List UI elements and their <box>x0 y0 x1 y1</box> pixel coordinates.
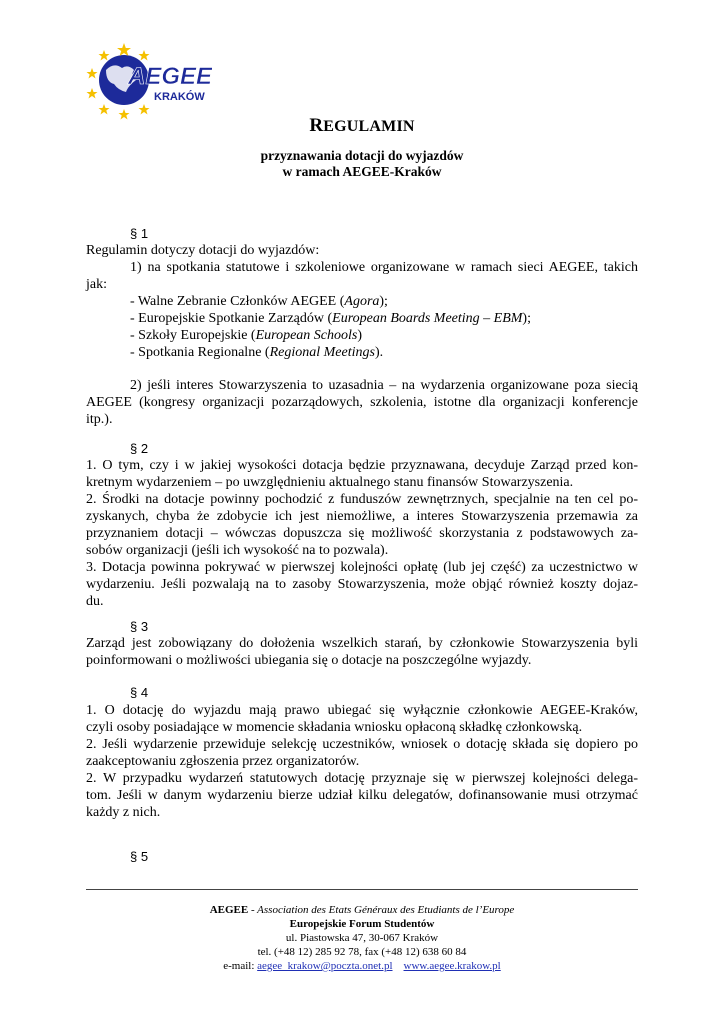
footer-address: ul. Piastowska 47, 30-067 Kraków <box>285 932 439 944</box>
section-1-item-2 <box>86 377 638 428</box>
s4-p3-line-2: tom. Jeśli w danym wydarzeniu bierze udział kilku delegatów, dofinansowanie musi otrzymać <box>86 788 638 803</box>
s4-p2-line-2: zaakceptowaniu zgłoszenia przez organizatorów. <box>86 754 360 769</box>
s3-line-1: Zarząd jest zobowiązany do dołożenia wszelkich starań, by członkowie Stowarzyszenia byli <box>86 636 638 651</box>
section-2-heading: § 2 <box>130 441 149 456</box>
footer-divider <box>86 889 638 890</box>
s2-p2-line-4: sobów organizacji (jeśli ich wysokość na to pozwala). <box>86 543 389 558</box>
s2-p1-line-1: 1. O tym, czy i w jakiej wysokości dotacja będzie przyznawana, decyduje Zarząd przed kon- <box>86 458 638 473</box>
item-2-line-2: AEGEE (kongresy organizacji pozarządowych, szkolenia, istotne dla organizacji konferencje <box>86 395 638 410</box>
footer-org-line <box>0 903 724 917</box>
document-subtitle <box>0 148 724 180</box>
bullet-regional <box>130 344 383 361</box>
bullet-text: - Szkoły Europejskie ( <box>130 328 256 343</box>
footer-contact <box>0 959 724 973</box>
s4-p2-line-1: 2. Jeśli wydarzenie przewiduje selekcję uczestników, wniosek o dotację składa się dopiero po <box>86 737 638 752</box>
bullet-italic: European Boards Meeting – EBM <box>332 311 523 326</box>
bullet-italic: Agora <box>344 294 380 309</box>
bullet-end: ) <box>357 328 363 343</box>
section-1-item-1 <box>86 259 638 293</box>
contact-spacer <box>393 960 404 972</box>
item-1-line-1: 1) na spotkania statutowe i szkoleniowe organizowane w ramach sieci AEGEE, takich <box>130 260 638 275</box>
s4-p3-line-3: każdy z nich. <box>86 805 161 820</box>
bullet-end: ); <box>522 311 531 326</box>
s4-p1-line-2: czyli osoby posiadające w momencie składania wniosku opłaconą składkę członkowską. <box>86 720 583 735</box>
website-link[interactable]: www.aegee.krakow.pl <box>403 960 501 972</box>
section-2-body <box>86 457 638 610</box>
title-initial: R <box>309 115 324 136</box>
bullet-ebm <box>130 310 531 327</box>
s3-line-2: poinformowani o możliwości ubiegania się o dotacje na poszczególne wyjazdy. <box>86 653 532 668</box>
section-3-heading: § 3 <box>130 619 149 634</box>
bullet-italic: Regional Meetings <box>269 345 375 360</box>
logo-city: KRAKÓW <box>154 91 205 103</box>
footer-phone: tel. (+48 12) 285 92 78, fax (+48 12) 638 60 84 <box>257 946 467 958</box>
subtitle-line-2: w ramach AEGEE-Kraków <box>282 164 442 179</box>
section-4-heading: § 4 <box>130 685 149 700</box>
bullet-text: - Walne Zebranie Członków AEGEE ( <box>130 294 345 309</box>
item-1-line-2: jak: <box>86 277 107 292</box>
s2-p2-line-3: przyznaniem dotacji – wówczas dopuszcza się możliwość skorzystania z podstawowych za- <box>86 526 638 541</box>
aegee-krakow-logo <box>86 40 212 120</box>
s4-p3-line-1: 2. W przypadku wydarzeń statutowych dotację przyznaje się w pierwszej kolejności delega- <box>86 771 638 786</box>
email-label: e-mail: <box>223 960 258 972</box>
bullet-end: ). <box>374 345 384 360</box>
item-2-line-1: 2) jeśli interes Stowarzyszenia to uzasadnia – na wydarzenia organizowane poza siecią <box>130 378 638 393</box>
subtitle-line-1: przyznawania dotacji do wyjazdów <box>260 148 464 163</box>
logo-brand: AEGEE <box>128 63 212 90</box>
email-link[interactable]: aegee_krakow@poczta.onet.pl <box>257 960 393 972</box>
s2-p3-line-1: 3. Dotacja powinna pokrywać w pierwszej kolejności opłatę (lub jej część) za uczestnictwo w <box>86 560 638 575</box>
section-4-body <box>86 702 638 821</box>
footer-org-bold: AEGEE <box>209 904 249 916</box>
document-title <box>0 115 724 137</box>
bullet-italic: European Schools <box>255 328 358 343</box>
s4-p1-line-1: 1. O dotację do wyjazdu mają prawo ubiegać się wyłącznie członkowie AEGEE-Kraków, <box>86 703 638 718</box>
footer-org-italic: - Association des Etats Généraux des Etudiants de l’Europe <box>248 904 515 916</box>
bullet-schools <box>130 327 362 344</box>
s2-p2-line-1: 2. Środki na dotacje powinny pochodzić z funduszów zewnętrznych, specjalnie na ten cel po- <box>86 492 638 507</box>
bullet-agora <box>130 293 388 310</box>
section-1-heading: § 1 <box>130 226 149 241</box>
s2-p2-line-2: zyskanych, chyba że zdobycie ich jest niemożliwe, a interes Stowarzyszenia przemawia za <box>86 509 638 524</box>
s2-p3-line-2: wydarzeniu. Jeśli pozwalają na to zasoby Stowarzyszenia, może objąć również koszty dojaz- <box>86 577 638 592</box>
aegee-logo-graphic <box>86 40 212 120</box>
s2-p3-line-3: du. <box>86 594 104 609</box>
bullet-text: - Spotkania Regionalne ( <box>130 345 270 360</box>
section-3-body <box>86 635 638 669</box>
bullet-text: - Europejskie Spotkanie Zarządów ( <box>130 311 333 326</box>
s2-p1-line-2: kretnym wydarzeniem – po uwzględnieniu aktualnego stanu finansów Stowarzyszenia. <box>86 475 574 490</box>
bullet-end: ); <box>379 294 388 309</box>
title-rest: EGULAMIN <box>323 118 415 135</box>
section-5-heading: § 5 <box>130 849 149 864</box>
item-2-line-3: itp.). <box>86 412 113 427</box>
footer-forum: Europejskie Forum Studentów <box>289 918 435 930</box>
section-1-intro: Regulamin dotyczy dotacji do wyjazdów: <box>86 243 320 258</box>
